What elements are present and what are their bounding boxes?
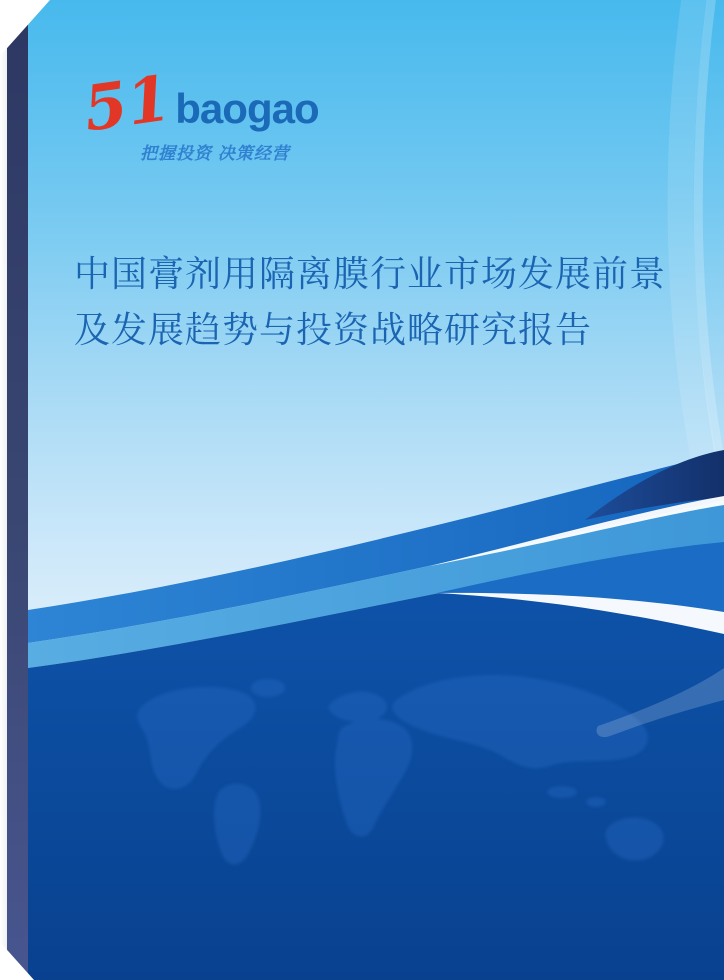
logo-row (79, 61, 319, 146)
logo-wordmark: baogao (175, 84, 319, 132)
report-title-line-2: 及发展趋势与投资战略研究报告 (74, 309, 593, 350)
logo-lockup (79, 61, 319, 164)
logo-tagline: 把握投资 决策经营 (140, 143, 290, 163)
report-title-line-1: 中国膏剂用隔离膜行业市场发展前景 (74, 253, 667, 294)
report-title (74, 246, 704, 358)
logo-51-mark: 51 (79, 61, 175, 146)
